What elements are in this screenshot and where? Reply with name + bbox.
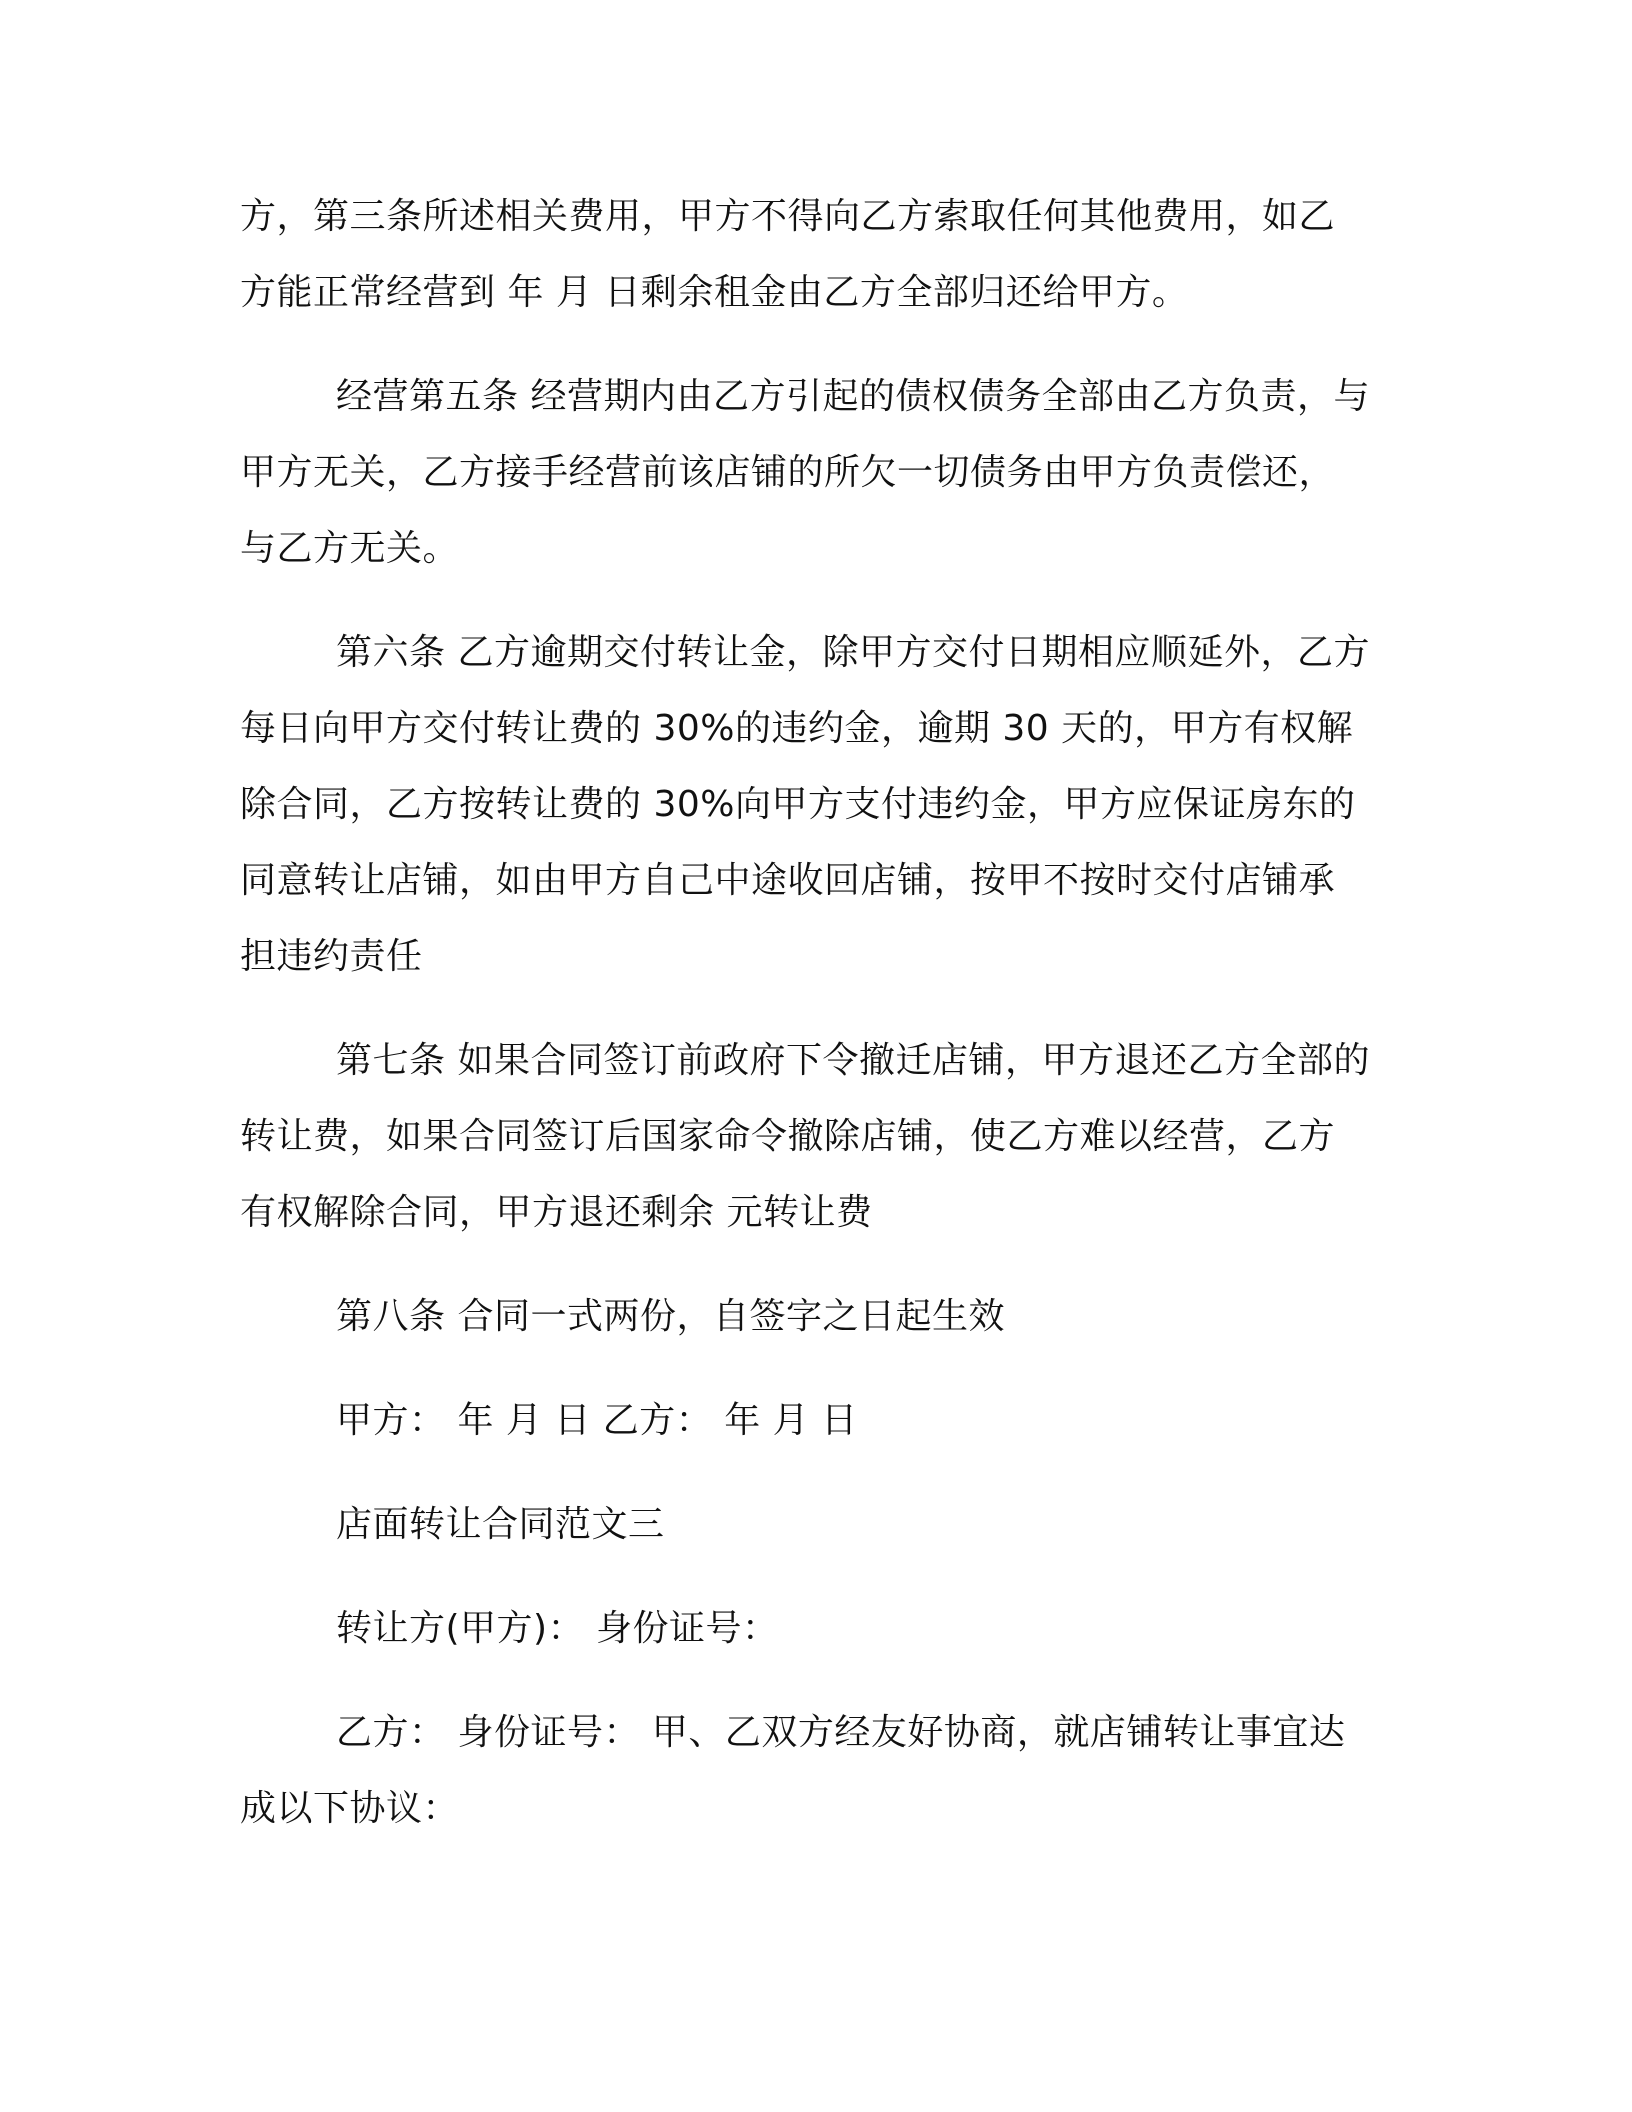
party-b-line-1: 乙方： 身份证号： 甲、乙双方经友好协商，就店铺转让事宜达 [336, 1712, 1346, 1753]
clause-5-line-2: 甲方无关，乙方接手经营前该店铺的所欠一切债务由甲方负责偿还， [240, 452, 1336, 493]
clause-6-line-5: 担违约责任 [240, 936, 423, 977]
party-b-line-2: 成以下协议： [240, 1788, 460, 1829]
clause-5-line-3: 与乙方无关。 [240, 528, 460, 569]
clause-7-line-3: 有权解除合同，甲方退还剩余 元转让费 [240, 1192, 873, 1233]
clause-5-line-1: 经营第五条 经营期内由乙方引起的债权债务全部由乙方负责，与 [336, 376, 1370, 417]
clause-6-line-2: 每日向甲方交付转让费的 30%的违约金，逾期 30 天的，甲方有权解 [240, 708, 1354, 749]
clause-7-line-2: 转让费，如果合同签订后国家命令撤除店铺，使乙方难以经营，乙方 [240, 1116, 1336, 1157]
clause-4-end-line-1: 方，第三条所述相关费用，甲方不得向乙方索取任何其他费用，如乙 [240, 196, 1336, 237]
clause-6-line-3: 除合同，乙方按转让费的 30%向甲方支付违约金，甲方应保证房东的 [240, 784, 1356, 825]
section-title: 店面转让合同范文三 [336, 1504, 665, 1545]
signature-date-line: 甲方： 年 月 日 乙方： 年 月 日 [336, 1400, 858, 1441]
clause-7-line-1: 第七条 如果合同签订前政府下令撤迁店铺，甲方退还乙方全部的 [336, 1040, 1370, 1081]
clause-6-line-1: 第六条 乙方逾期交付转让金，除甲方交付日期相应顺延外，乙方 [336, 632, 1370, 673]
clause-4-end-line-2: 方能正常经营到 年 月 日剩余租金由乙方全部归还给甲方。 [240, 272, 1189, 313]
clause-6-line-4: 同意转让店铺，如由甲方自己中途收回店铺，按甲不按时交付店铺承 [240, 860, 1336, 901]
transferor-line: 转让方(甲方)： 身份证号： [336, 1608, 779, 1649]
clause-8: 第八条 合同一式两份，自签字之日起生效 [336, 1296, 1005, 1337]
